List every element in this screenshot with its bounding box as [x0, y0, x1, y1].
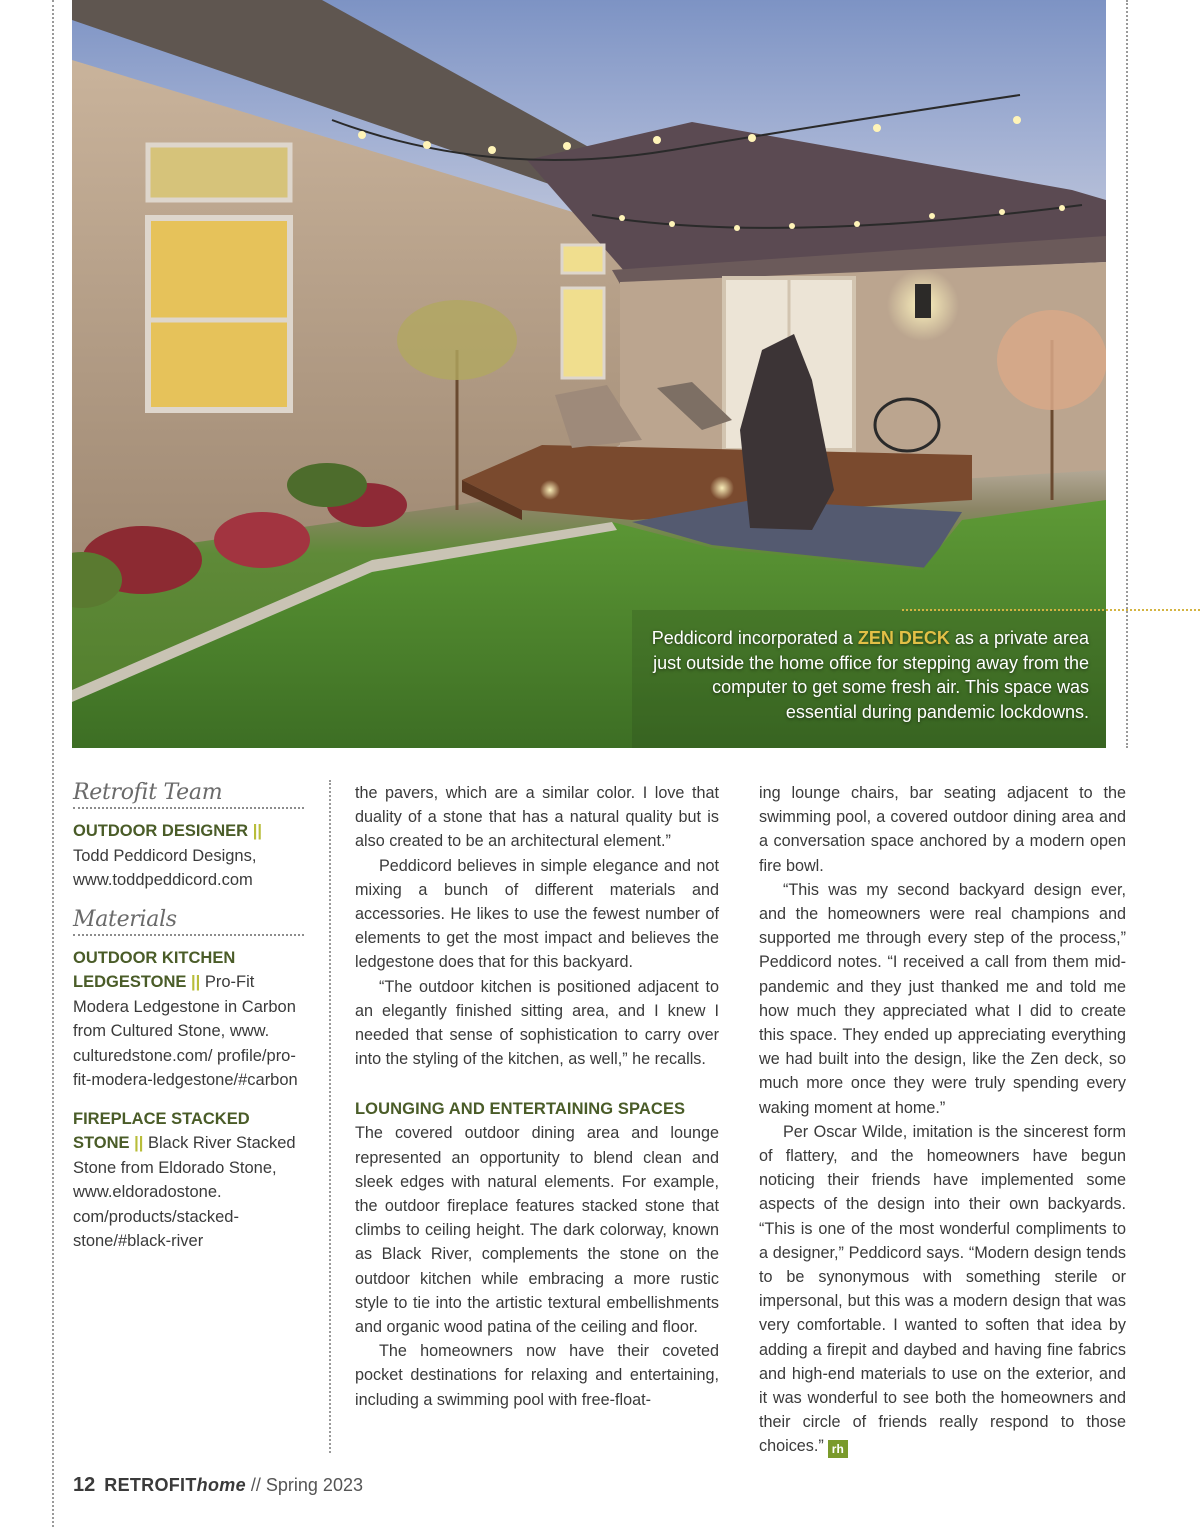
material-text: Black River Stacked Stone from Eldorado Stone, www.eldoradostone. com/products/stacked-stone/#black-river — [73, 1134, 296, 1250]
credit-outdoor-designer — [73, 819, 304, 893]
article-column-1 — [355, 781, 719, 1412]
brand-suffix: home — [196, 1475, 246, 1495]
paragraph-with-endmark — [759, 1120, 1126, 1459]
paragraph: “This was my second backyard design ever, and the homeowners were real champions and supported me through every step of the process,” Peddicord notes. “I received a call from them mid-pandemic and they just thanked me and told me how much they appreciated what I did to create this space. They ended up appreciating everything we had built into the design, like the Zen deck, so much more once they were truly spending every waking moment at home.” — [759, 880, 1126, 1117]
material-outdoor-kitchen — [73, 946, 304, 1093]
caption-text-start: Peddicord incorporated a — [651, 628, 858, 648]
caption-dotted-rule — [902, 609, 1200, 611]
credits-sidebar — [73, 780, 304, 1268]
brand-prefix: RETROFIT — [104, 1475, 197, 1495]
backyard-photo — [72, 0, 1106, 748]
article-column-2 — [759, 781, 1126, 1459]
materials-heading: Materials — [73, 907, 304, 936]
paragraph: “The outdoor kitchen is positioned adjacent to an elegantly finished sitting area, and I knew I needed that sense of sophistication to carry over into the styling of the kitchen, as well,” he recalls. — [355, 977, 719, 1069]
paragraph: ing lounge chairs, bar seating adjacent to the swimming pool, a covered outdoor dining area and a conversation space anchored by a modern open fire bowl. — [759, 784, 1126, 875]
credit-label: OUTDOOR DESIGNER — [73, 822, 249, 840]
credit-text: Todd Peddicord Designs, www.toddpeddicord.com — [73, 846, 257, 889]
end-mark-icon: rh — [828, 1440, 848, 1458]
material-text: Pro-Fit Modera Ledgestone in Carbon from Cultured Stone, www. culturedstone.com/ profile/pro-fit-modera-ledgestone/#carbon — [73, 973, 298, 1089]
left-margin-rule — [52, 0, 54, 1527]
material-separator: || — [190, 973, 201, 991]
paragraph: Peddicord believes in simple elegance and not mixing a bunch of different materials and accessories. He likes to use the fewest number of elements to get the most impact and believes the ledgestone does that for this backyard. — [355, 856, 719, 972]
caption-highlight: ZEN DECK — [857, 628, 950, 648]
page-footer — [73, 1474, 363, 1497]
retrofit-team-heading: Retrofit Team — [73, 780, 304, 809]
magazine-brand — [104, 1475, 246, 1495]
material-label: OUTDOOR KITCHEN LEDGESTONE — [73, 948, 236, 991]
material-label: FIREPLACE STACKED STONE — [73, 1109, 250, 1152]
column-divider — [329, 780, 331, 1453]
photo-caption — [640, 626, 1089, 724]
credit-separator: || — [252, 822, 262, 840]
paragraph: the pavers, which are a similar color. I love that duality of a stone that has a natural quality but is also created to be an architectural element.” — [355, 784, 719, 851]
paragraph: The covered outdoor dining area and lounge represented an opportunity to blend clean and sleek edges with natural elements. For example, the outdoor fireplace features stacked stone that climbs to ceiling height. The dark colorway, known as Black River, complements the stone on the outdoor kitchen while embracing a more rustic style to tie into the artistic textural embellishments and organic wood patina of the ceiling and floor. — [355, 1124, 719, 1337]
issue-date: // Spring 2023 — [245, 1475, 363, 1495]
section-subhead: LOUNGING AND ENTERTAINING SPACES — [355, 1100, 686, 1119]
right-margin-rule — [1126, 0, 1128, 748]
paragraph: Per Oscar Wilde, imitation is the sincerest form of flattery, and the homeowners have begun noticing their friends have implemented some aspects of the design into their own backyards. “This is one of the most wonderful compliments to a designer,” Peddicord says. “Modern design tends to be synonymous with something sterile or impersonal, but this was a modern design that was very comfortable. I wanted to soften that idea by adding a firepit and daybed and having fine fabrics and high-end materials to use on the exterior, and it was wonderful to see both the homeowners and their circle of friends really respond to those choices.” — [759, 1122, 1126, 1456]
paragraph: The homeowners now have their coveted pocket destinations for relaxing and entertaining, including a swimming pool with free-float- — [355, 1342, 719, 1409]
caption-text-end: as a private area just outside the home office for stepping away from the computer to get some fresh air. This space was essential during pandemic lockdowns. — [653, 628, 1089, 722]
page-number: 12 — [73, 1474, 96, 1496]
material-separator: || — [134, 1134, 144, 1152]
material-fireplace-stone — [73, 1107, 304, 1254]
